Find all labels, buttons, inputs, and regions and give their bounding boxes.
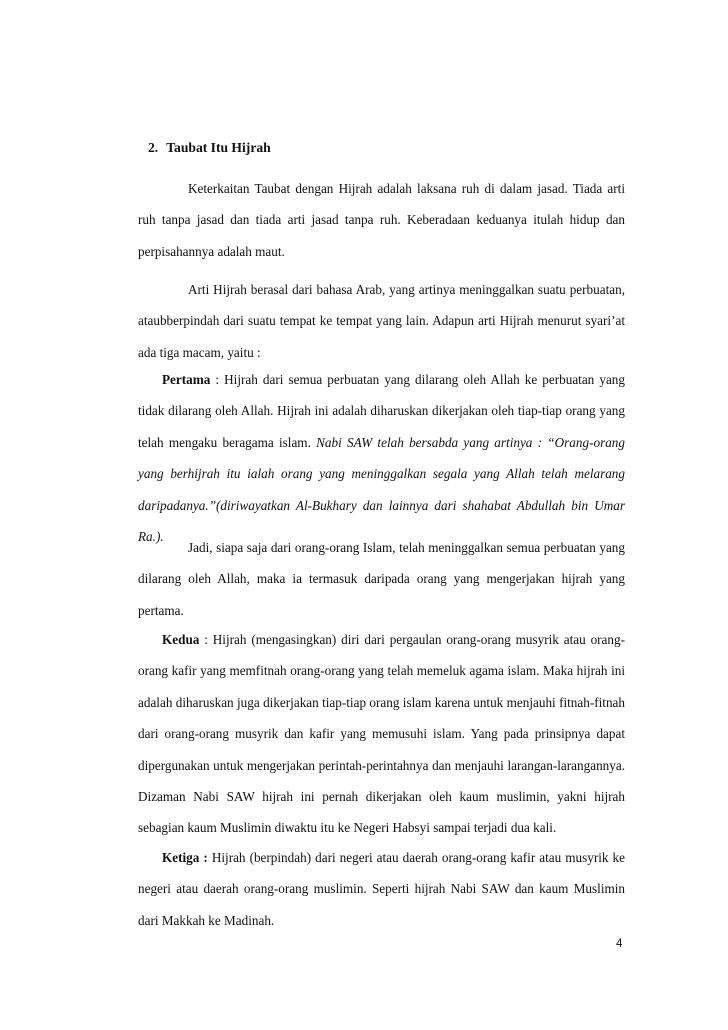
pertama-text: : Hijrah dari semua perbuatan yang dilarang oleh Allah ke perbuatan yang tidak dilarang oleh Allah. Hijrah ini adalah diharuskan dikerjakan oleh tiap-tiap orang yang telah mengaku beragama islam. xyxy=(138,372,625,450)
ketiga-text: Hijrah (berpindah) dari negeri atau daerah orang-orang kafir atau musyrik ke negeri atau daerah orang-orang muslimin. Seperti hijrah Nabi SAW dan kaum Muslimin dari Makkah ke Madinah. xyxy=(138,850,626,928)
section-title: Taubat Itu Hijrah xyxy=(166,140,271,155)
paragraph-arti-hijrah: Arti Hijrah berasal dari bahasa Arab, yang artinya meninggalkan suatu perbuatan, ataubberpindah dari suatu tempat ke tempat yang lain. Adapun arti Hijrah menurut syari’at ada tiga macam, yaitu : xyxy=(138,282,625,360)
term-ketiga: Ketiga : xyxy=(162,850,208,865)
term-kedua: Kedua xyxy=(162,632,200,647)
hadith-quote: Nabi SAW telah bersabda yang artinya : “Orang-orang yang berhijrah itu ialah orang yang meninggalkan segala yang Allah telah melarang daripadanya.”(diriwayatkan Al-Bukhary dan lainnya dari shahabat Abdullah bin Umar Ra.). xyxy=(138,434,625,545)
section-number: 2. xyxy=(148,140,159,155)
section-heading xyxy=(148,140,271,156)
term-pertama: Pertama xyxy=(162,372,211,387)
paragraph-taubat-hijrah: Keterkaitan Taubat dengan Hijrah adalah laksana ruh di dalam jasad. Tiada arti ruh tanpa jasad dan tiada arti jasad tanpa ruh. Keberadaan keduanya itulah hidup dan perpisahannya adalah maut. xyxy=(138,181,625,259)
page-number: 4 xyxy=(616,938,623,950)
paragraph-pertama xyxy=(138,364,625,552)
paragraph-jadi: Jadi, siapa saja dari orang-orang Islam, telah meninggalkan semua perbuatan yang dilarang oleh Allah, maka ia termasuk daripada orang yang mengerjakan hijrah yang pertama. xyxy=(138,540,625,618)
paragraph-ketiga xyxy=(138,842,625,936)
paragraph-kedua xyxy=(138,624,625,844)
kedua-text: : Hijrah (mengasingkan) diri dari pergaulan orang-orang musyrik atau orang-orang kafir yang memfitnah orang-orang yang telah memeluk agama islam. Maka hijrah ini adalah diharuskan juga dikerjakan tiap-tiap orang islam karena untuk menjauhi fitnah-fitnah dari orang-orang musyrik dan kafir yang memusuhi islam. Yang pada prinsipnya dapat dipergunakan untuk mengerjakan perintah-perintahnya dan menjauhi larangan-larangannya. Dizaman Nabi SAW hijrah ini pernah dikerjakan oleh kaum muslimin, yakni hijrah sebagian kaum Muslimin diwaktu itu ke Negeri Habsyi sampai terjadi dua kali. xyxy=(138,632,625,836)
